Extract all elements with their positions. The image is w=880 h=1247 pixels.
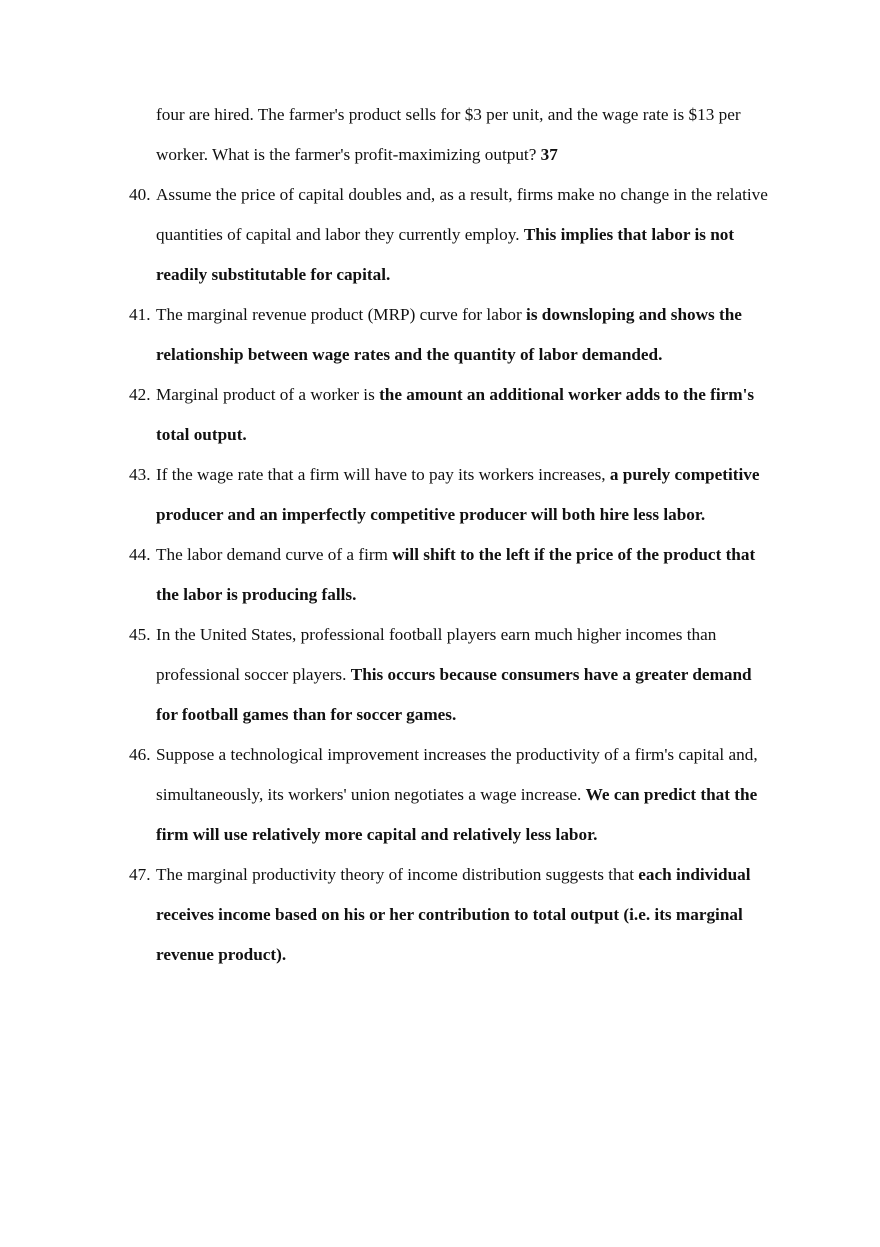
line-text (156, 738, 758, 772)
continuation-line (0, 138, 880, 178)
question-item-line (0, 578, 880, 618)
line-text (156, 658, 752, 692)
question-text: worker. What is the farmer's profit-maximizing output? (156, 145, 541, 164)
line-text (156, 698, 456, 732)
line-text (156, 938, 286, 972)
question-text: The marginal revenue product (MRP) curve for labor (156, 305, 527, 324)
answer-text: each individual (638, 865, 751, 884)
question-text: simultaneously, its workers' union negotiates a wage increase. (156, 785, 586, 804)
question-text: Marginal product of a worker is (156, 385, 380, 404)
item-number: 40. (129, 185, 151, 204)
question-item-line (0, 218, 880, 258)
line-text (156, 898, 743, 932)
line-text (156, 578, 356, 612)
question-item-line (0, 338, 880, 378)
answer-text: 37 (540, 145, 558, 164)
item-number: 41. (129, 305, 151, 324)
answer-text: We can predict that the (585, 785, 758, 804)
question-item-line (0, 458, 880, 498)
question-text: quantities of capital and labor they currently employ. (156, 225, 524, 244)
question-item-line (0, 378, 880, 418)
question-item-line (0, 818, 880, 858)
question-item-line (0, 938, 880, 978)
answer-text: the amount an additional worker adds to the firm's (379, 385, 755, 404)
item-number: 46. (129, 745, 151, 764)
question-item-line (0, 618, 880, 658)
item-number: 43. (129, 465, 151, 484)
question-text: The marginal productivity theory of income distribution suggests that (156, 865, 639, 884)
answer-text: This occurs because consumers have a greater demand (350, 665, 752, 684)
question-item-line (0, 298, 880, 338)
line-text (156, 138, 558, 172)
answer-text: revenue product). (156, 945, 287, 964)
answer-text: for football games than for soccer games. (156, 705, 457, 724)
answer-text: This implies that labor is not (523, 225, 735, 244)
line-text (156, 858, 751, 892)
question-text: If the wage rate that a firm will have to pay its workers increases, (156, 465, 610, 484)
question-item-line (0, 418, 880, 458)
line-text (156, 178, 768, 212)
answer-text: a purely competitive (609, 465, 760, 484)
line-text (156, 338, 662, 372)
document-body (0, 98, 880, 978)
answer-text: relationship between wage rates and the quantity of labor demanded. (156, 345, 663, 364)
answer-text: receives income based on his or her contribution to total output (i.e. its marginal (156, 905, 743, 924)
question-item-line (0, 898, 880, 938)
question-item-line (0, 498, 880, 538)
line-text (156, 778, 757, 812)
answer-text: readily substitutable for capital. (156, 265, 391, 284)
item-number: 44. (129, 545, 151, 564)
line-text (156, 98, 741, 132)
item-number: 45. (129, 625, 151, 644)
question-text: professional soccer players. (156, 665, 351, 684)
question-text: Suppose a technological improvement increases the productivity of a firm's capital and, (156, 745, 758, 764)
answer-text: firm will use relatively more capital and relatively less labor. (156, 825, 598, 844)
answer-text: is downsloping and shows the (526, 305, 742, 324)
question-text: four are hired. The farmer's product sells for $3 per unit, and the wage rate is $13 per (156, 105, 741, 124)
line-text (156, 818, 597, 852)
line-text (156, 258, 390, 292)
question-item-line (0, 658, 880, 698)
question-item-line (0, 178, 880, 218)
question-item-line (0, 538, 880, 578)
question-item-line (0, 778, 880, 818)
item-number: 42. (129, 385, 151, 404)
question-item-line (0, 258, 880, 298)
continuation-line (0, 98, 880, 138)
answer-text: total output. (156, 425, 247, 444)
question-text: Assume the price of capital doubles and, as a result, firms make no change in the relative (156, 185, 768, 204)
question-item-line (0, 858, 880, 898)
line-text (156, 298, 742, 332)
question-item-line (0, 738, 880, 778)
item-number: 47. (129, 865, 151, 884)
question-item-line (0, 698, 880, 738)
answer-text: producer and an imperfectly competitive producer will both hire less labor. (156, 505, 706, 524)
line-text (156, 618, 716, 652)
line-text (156, 498, 705, 532)
line-text (156, 538, 755, 572)
question-text: In the United States, professional football players earn much higher incomes than (156, 625, 717, 644)
question-text: The labor demand curve of a firm (156, 545, 393, 564)
line-text (156, 418, 247, 452)
answer-text: will shift to the left if the price of the product that (392, 545, 756, 564)
line-text (156, 458, 759, 492)
line-text (156, 218, 734, 252)
answer-text: the labor is producing falls. (156, 585, 357, 604)
line-text (156, 378, 754, 412)
